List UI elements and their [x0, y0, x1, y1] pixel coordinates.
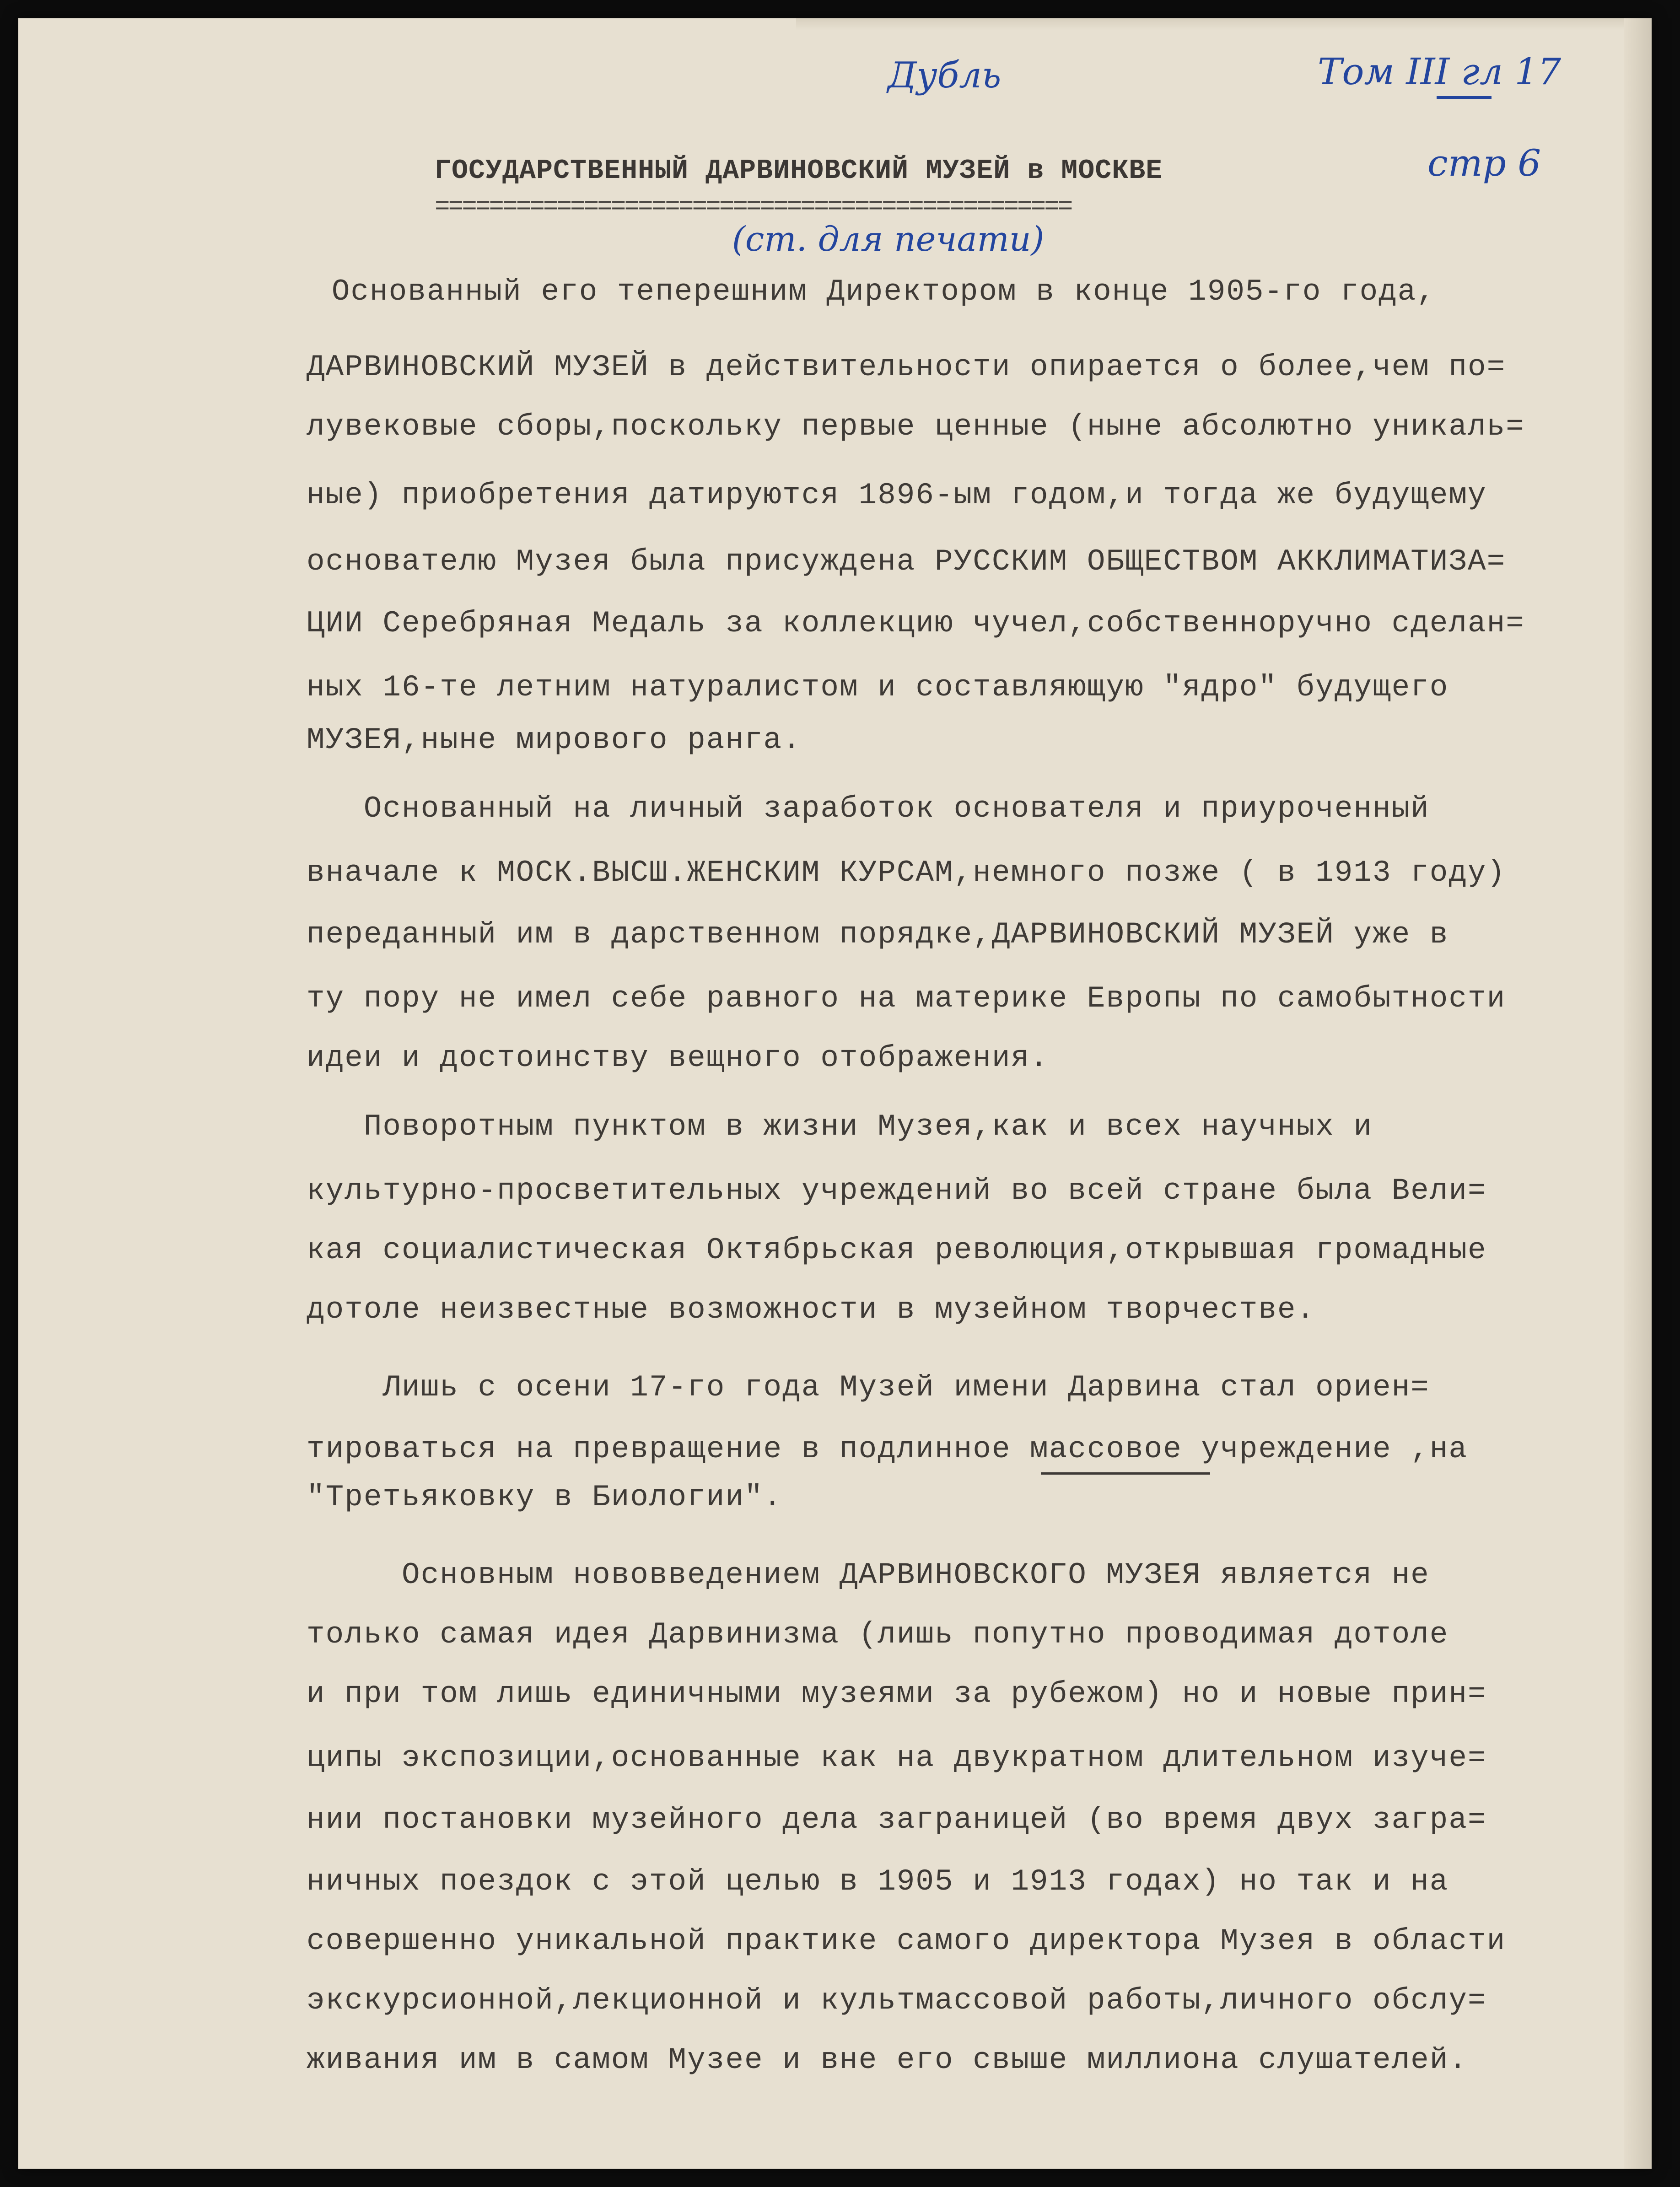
- text-line: переданный им в дарственном порядке,ДАРВИНОВСКИЙ МУЗЕЙ уже в: [307, 917, 1449, 952]
- paper-edge-top: [796, 18, 1652, 30]
- text-line: культурно-просветительных учреждений во всей стране была Вели=: [307, 1174, 1487, 1208]
- text-line: живания им в самом Музее и вне его свыше миллиона слушателей.: [307, 2043, 1468, 2077]
- underline-massovoe: [1041, 1472, 1210, 1475]
- text-line: МУЗЕЯ,ныне мирового ранга.: [307, 723, 802, 757]
- text-line: только самая идея Дарвинизма (лишь попутно проводимая дотоле: [307, 1617, 1449, 1652]
- text-line: ту пору не имел себе равного на материке Европы по самобытности: [307, 981, 1506, 1016]
- text-line: вначале к МОСК.ВЫСШ.ЖЕНСКИМ КУРСАМ,немного позже ( в 1913 году): [307, 856, 1506, 890]
- paper-edge-right: [1624, 18, 1652, 2169]
- text-line: дотоле неизвестные возможности в музейном творчестве.: [307, 1293, 1316, 1327]
- text-line: основателю Музея была присуждена РУССКИМ ОБЩЕСТВОМ АККЛИМАТИЗА=: [307, 544, 1506, 579]
- text-line: нии постановки музейного дела заграницей (во время двух загра=: [307, 1803, 1487, 1837]
- text-line: лувековые сборы,поскольку первые ценные (ныне абсолютно уникаль=: [307, 409, 1525, 444]
- text-line: Поворотным пунктом в жизни Музея,как и всех научных и: [307, 1110, 1373, 1144]
- text-line: ципы экспозиции,основанные как на двукратном длительном изуче=: [307, 1741, 1487, 1775]
- text-line: экскурсионной,лекционной и культмассовой работы,личного обслу=: [307, 1983, 1487, 2018]
- handwritten-note-page: стр 6: [1427, 142, 1541, 184]
- document-page: [18, 18, 1652, 2169]
- title-underline: ===============================================: [435, 192, 1072, 221]
- text-line: "Третьяковку в Биологии".: [307, 1480, 783, 1514]
- text-line: Основанный на личный заработок основателя и приуроченный: [307, 792, 1430, 826]
- text-line: ЦИИ Серебряная Медаль за коллекцию чучел,собственноручно сделан=: [307, 606, 1525, 641]
- text-line: ных 16-те летним натуралистом и составляющую "ядро" будущего: [307, 670, 1449, 705]
- handwritten-note-volume: Том III гл 17: [1318, 50, 1562, 93]
- handwritten-note-for-print: (ст. для печати): [732, 220, 1045, 259]
- text-line: ДАРВИНОВСКИЙ МУЗЕЙ в действительности опирается о более,чем по=: [307, 350, 1506, 384]
- text-line: совершенно уникальной практике самого директора Музея в области: [307, 1924, 1506, 1958]
- text-line: ничных поездок с этой целью в 1905 и 1913 годах) но так и на: [307, 1864, 1449, 1899]
- document-title: ГОСУДАРСТВЕННЫЙ ДАРВИНОВСКИЙ МУЗЕЙ в МОСКВЕ: [435, 156, 1163, 187]
- text-line: тироваться на превращение в подлинное массовое учреждение ,на: [307, 1432, 1468, 1466]
- text-line: кая социалистическая Октябрьская революция,открывшая громадные: [307, 1233, 1487, 1267]
- text-line: Лишь с осени 17-го года Музей имени Дарвина стал ориен=: [307, 1370, 1430, 1405]
- handwritten-note-dubl: Дубль: [888, 55, 1002, 96]
- text-line: идеи и достоинству вещного отображения.: [307, 1041, 1049, 1075]
- handwritten-underline: [1437, 96, 1492, 99]
- text-line: ные) приобретения датируются 1896-ым годом,и тогда же будущему: [307, 478, 1487, 512]
- text-line: Основанный его теперешним Директором в конце 1905-го года,: [275, 275, 1436, 309]
- text-line: и при том лишь единичными музеями за рубежом) но и новые прин=: [307, 1677, 1487, 1711]
- text-line: Основным нововведением ДАРВИНОВСКОГО МУЗЕЯ является не: [307, 1558, 1430, 1592]
